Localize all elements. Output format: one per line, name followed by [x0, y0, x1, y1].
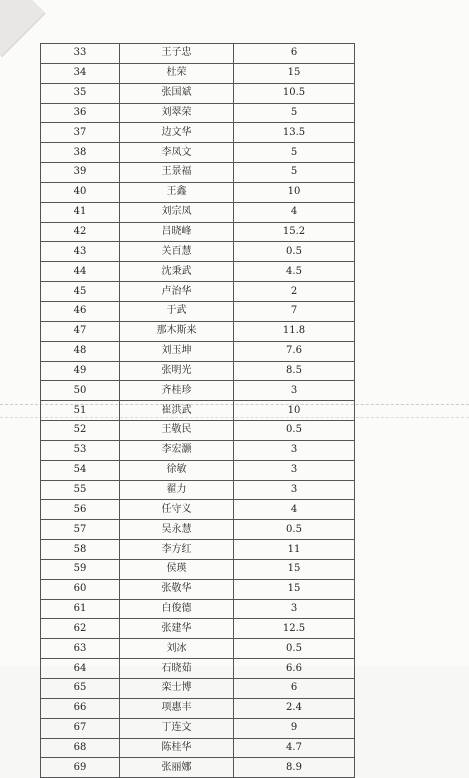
table-row: [41, 301, 355, 321]
name-cell: 张建华: [120, 619, 234, 639]
row-number-cell: 65: [41, 679, 120, 699]
value-cell: 0.5: [234, 520, 355, 540]
name-cell: 关百慧: [120, 242, 234, 262]
name-cell: 王景福: [120, 163, 234, 183]
table-row: [41, 421, 355, 441]
table-row: [41, 222, 355, 242]
name-cell: 张敬华: [120, 579, 234, 599]
row-number-cell: 50: [41, 381, 120, 401]
table-row: [41, 500, 355, 520]
table-row: [41, 559, 355, 579]
table-row: [41, 738, 355, 758]
name-cell: 崔洪武: [120, 401, 234, 421]
value-cell: 4.7: [234, 738, 355, 758]
table-row: [41, 381, 355, 401]
value-cell: 4.5: [234, 262, 355, 282]
table-row: [41, 460, 355, 480]
name-cell: 石晓茹: [120, 659, 234, 679]
table-row: [41, 540, 355, 560]
name-cell: 齐桂珍: [120, 381, 234, 401]
row-number-cell: 36: [41, 103, 120, 123]
table-row: [41, 480, 355, 500]
table-row: [41, 758, 355, 778]
row-number-cell: 48: [41, 341, 120, 361]
name-cell: 刘宗凤: [120, 202, 234, 222]
row-number-cell: 41: [41, 202, 120, 222]
value-cell: 15: [234, 559, 355, 579]
value-cell: 15.2: [234, 222, 355, 242]
row-number-cell: 55: [41, 480, 120, 500]
table-row: [41, 599, 355, 619]
row-number-cell: 42: [41, 222, 120, 242]
row-number-cell: 43: [41, 242, 120, 262]
value-cell: 11: [234, 540, 355, 560]
name-cell: 翟力: [120, 480, 234, 500]
name-cell: 丁连文: [120, 718, 234, 738]
row-number-cell: 62: [41, 619, 120, 639]
row-number-cell: 60: [41, 579, 120, 599]
name-cell: 吴永慧: [120, 520, 234, 540]
row-number-cell: 52: [41, 421, 120, 441]
name-cell: 王子忠: [120, 44, 234, 64]
name-cell: 刘冰: [120, 639, 234, 659]
table-row: [41, 698, 355, 718]
table-row: [41, 718, 355, 738]
value-cell: 4: [234, 202, 355, 222]
row-number-cell: 44: [41, 262, 120, 282]
value-cell: 0.5: [234, 242, 355, 262]
row-number-cell: 56: [41, 500, 120, 520]
row-number-cell: 34: [41, 63, 120, 83]
name-cell: 张国斌: [120, 83, 234, 103]
name-cell: 那木斯来: [120, 321, 234, 341]
page-corner-fold: [0, 0, 46, 57]
name-cell: 张丽娜: [120, 758, 234, 778]
row-number-cell: 63: [41, 639, 120, 659]
table-row: [41, 202, 355, 222]
value-cell: 0.5: [234, 639, 355, 659]
value-cell: 2.4: [234, 698, 355, 718]
name-cell: 栾士博: [120, 679, 234, 699]
value-cell: 5: [234, 103, 355, 123]
table-row: [41, 361, 355, 381]
value-cell: 8.9: [234, 758, 355, 778]
value-cell: 7: [234, 301, 355, 321]
name-cell: 沈秉武: [120, 262, 234, 282]
table-row: [41, 123, 355, 143]
table-row: [41, 619, 355, 639]
row-number-cell: 47: [41, 321, 120, 341]
name-cell: 刘玉坤: [120, 341, 234, 361]
name-cell: 侯瑛: [120, 559, 234, 579]
value-cell: 8.5: [234, 361, 355, 381]
row-number-cell: 64: [41, 659, 120, 679]
row-number-cell: 53: [41, 440, 120, 460]
value-cell: 3: [234, 480, 355, 500]
table-body: [41, 44, 355, 778]
value-cell: 3: [234, 460, 355, 480]
table-row: [41, 282, 355, 302]
table-row: [41, 440, 355, 460]
name-cell: 陈桂华: [120, 738, 234, 758]
table-row: [41, 520, 355, 540]
table-row: [41, 262, 355, 282]
row-number-cell: 38: [41, 143, 120, 163]
table-row: [41, 242, 355, 262]
value-cell: 5: [234, 143, 355, 163]
row-number-cell: 51: [41, 401, 120, 421]
value-cell: 6.6: [234, 659, 355, 679]
value-cell: 10.5: [234, 83, 355, 103]
row-number-cell: 33: [41, 44, 120, 64]
name-cell: 李方红: [120, 540, 234, 560]
row-number-cell: 37: [41, 123, 120, 143]
table-row: [41, 659, 355, 679]
name-cell: 王敬民: [120, 421, 234, 441]
value-cell: 4: [234, 500, 355, 520]
table-row: [41, 182, 355, 202]
name-cell: 李宏灏: [120, 440, 234, 460]
value-cell: 10: [234, 182, 355, 202]
value-cell: 10: [234, 401, 355, 421]
row-number-cell: 59: [41, 559, 120, 579]
name-cell: 王鑫: [120, 182, 234, 202]
row-number-cell: 54: [41, 460, 120, 480]
value-cell: 3: [234, 440, 355, 460]
value-cell: 2: [234, 282, 355, 302]
value-cell: 12.5: [234, 619, 355, 639]
table-row: [41, 401, 355, 421]
value-cell: 3: [234, 381, 355, 401]
table-row: [41, 103, 355, 123]
name-cell: 刘翠荣: [120, 103, 234, 123]
data-table: [40, 43, 355, 778]
name-cell: 张明光: [120, 361, 234, 381]
name-cell: 杜荣: [120, 63, 234, 83]
table-row: [41, 143, 355, 163]
row-number-cell: 69: [41, 758, 120, 778]
table-row: [41, 83, 355, 103]
value-cell: 7.6: [234, 341, 355, 361]
value-cell: 6: [234, 44, 355, 64]
value-cell: 11.8: [234, 321, 355, 341]
table-row: [41, 63, 355, 83]
row-number-cell: 66: [41, 698, 120, 718]
name-cell: 项惠丰: [120, 698, 234, 718]
value-cell: 5: [234, 163, 355, 183]
table-row: [41, 44, 355, 64]
name-cell: 卢治华: [120, 282, 234, 302]
name-cell: 李凤文: [120, 143, 234, 163]
name-cell: 边文华: [120, 123, 234, 143]
row-number-cell: 61: [41, 599, 120, 619]
value-cell: 6: [234, 679, 355, 699]
name-cell: 任守义: [120, 500, 234, 520]
table-row: [41, 579, 355, 599]
value-cell: 15: [234, 63, 355, 83]
row-number-cell: 35: [41, 83, 120, 103]
value-cell: 0.5: [234, 421, 355, 441]
value-cell: 3: [234, 599, 355, 619]
name-cell: 白俊德: [120, 599, 234, 619]
row-number-cell: 39: [41, 163, 120, 183]
table-row: [41, 321, 355, 341]
table-row: [41, 639, 355, 659]
row-number-cell: 68: [41, 738, 120, 758]
name-cell: 徐敏: [120, 460, 234, 480]
value-cell: 9: [234, 718, 355, 738]
table-row: [41, 341, 355, 361]
row-number-cell: 40: [41, 182, 120, 202]
row-number-cell: 67: [41, 718, 120, 738]
table-row: [41, 679, 355, 699]
value-cell: 13.5: [234, 123, 355, 143]
row-number-cell: 57: [41, 520, 120, 540]
name-cell: 吕晓峰: [120, 222, 234, 242]
row-number-cell: 46: [41, 301, 120, 321]
row-number-cell: 49: [41, 361, 120, 381]
table-row: [41, 163, 355, 183]
row-number-cell: 58: [41, 540, 120, 560]
name-cell: 于武: [120, 301, 234, 321]
value-cell: 15: [234, 579, 355, 599]
row-number-cell: 45: [41, 282, 120, 302]
